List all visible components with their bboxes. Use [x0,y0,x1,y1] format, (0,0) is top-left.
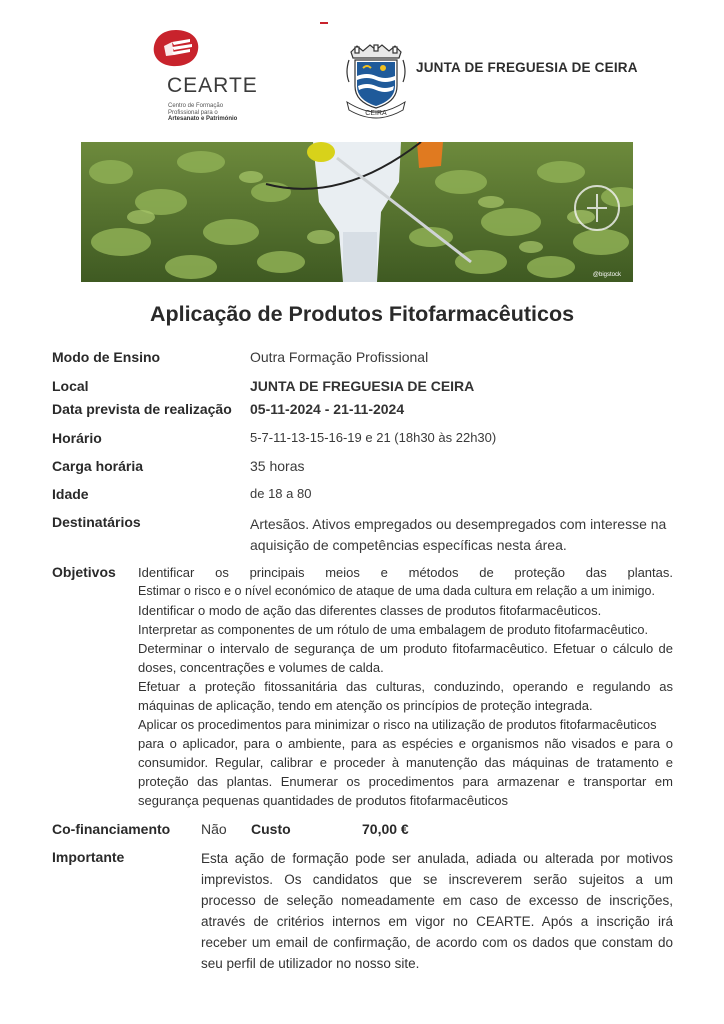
svg-text:CEIRA: CEIRA [365,110,387,117]
cearte-logo-icon [150,28,202,68]
idade-label: Idade [52,486,89,502]
header-mark [320,22,328,24]
cearte-name: CEARTE [167,74,258,97]
banner-image [81,142,633,282]
custo-label: Custo [251,821,291,837]
carga-value: 35 horas [250,458,305,474]
local-label: Local [52,378,89,394]
local-value: JUNTA DE FREGUESIA DE CEIRA [250,378,475,394]
course-title: Aplicação de Produtos Fitofarmacêuticos [149,302,575,326]
cearte-subtitle: Centro de Formação Profissional para o Artesanato e Património [168,103,238,122]
importante-label: Importante [52,849,125,865]
cofinanciamento-label: Co-financiamento [52,821,171,837]
idade-value: de 18 a 80 [250,486,312,501]
importante-text: Esta ação de formação pode ser anulada, adiada ou alterada por motivos imprevistos. Os candidatos que se inscreverem serão sujeitos a um processo de seleção nomeadamente em caso de excesso de inscrições, através de critérios internos em vigor no CEARTE. Após a inscrição irá receber um email de confirmação, de acordo com os dados que constam do seu perfil de utilizador no nosso site. [201,851,673,971]
ceira-crest-icon [343,42,409,120]
watermark-text: @bigstock [592,272,621,278]
modo-value: Outra Formação Profissional [250,349,429,365]
destinatarios-value: Artesãos. Ativos empregados ou desempregados com interesse na aquisição de competências específicas nesta área. [250,516,667,553]
modo-label: Modo de Ensino [52,349,161,365]
custo-value: 70,00 € [362,821,409,837]
crop-spraying-illustration [81,142,633,282]
destinatarios-label: Destinatários [52,514,141,530]
data-label: Data prevista de realização [52,401,232,417]
cofinanciamento-value: Não [201,821,227,837]
junta-title: JUNTA DE FREGUESIA DE CEIRA [416,60,638,75]
objetivos-label: Objetivos [52,564,116,580]
carga-label: Carga horária [52,458,144,474]
horario-label: Horário [52,430,102,446]
horario-value: 5-7-11-13-15-16-19 e 21 (18h30 às 22h30) [250,430,497,445]
objetivos-text: Identificar os principais meios e métodos de proteção das plantas. Estimar o risco e o nível económico de ataque de uma dada cultura em relação a um inimigo. Identificar o modo de ação das diferentes classes de produtos fitofarmacêuticos. Interpretar as componentes de um rótulo de uma embalagem de produto fitofarmacêutico. Determinar o intervalo de segurança de um produto fitofarmacêutico. Efetuar o cálculo de doses, concentrações e volumes de calda. Efetuar a proteção fitossanitária das culturas, conduzindo, operando e regulando as máquinas de aplicação, tendo em atenção os princípios de proteção integrada. Aplicar os procedimentos para minimizar o risco na utilização de produtos fitofarmacêuticos para o aplicador, para o ambiente, para as espécies e organismos não visados e para o consumidor. Regular, calibrar e proceder à manutenção das máquinas de tratamento e proteção das plantas. Enumerar os procedimentos para armazenar e transportar em segurança pequenas quantidades de produtos fitofarmacêuticos [138,565,673,808]
data-value: 05-11-2024 - 21-11-2024 [250,401,405,417]
